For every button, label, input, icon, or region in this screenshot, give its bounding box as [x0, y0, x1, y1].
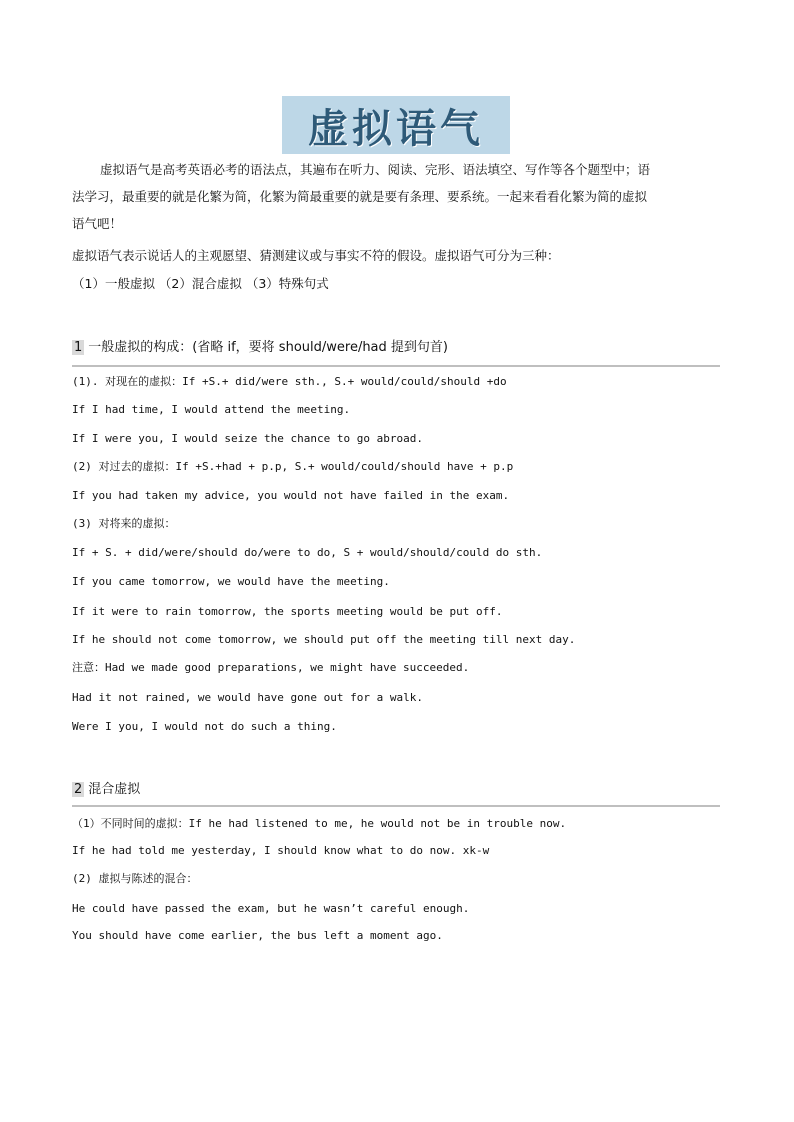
- intro-paragraph-2: 虚拟语气表示说话人的主观愿望、猜测建议或与事实不符的假设。虚拟语气可分为三种：: [72, 248, 560, 263]
- s2-line: (2) 虚拟与陈述的混合：: [72, 872, 198, 885]
- s1-line: If I were you, I would seize the chance to go abroad.: [72, 432, 423, 445]
- s2-line: He could have passed the exam, but he wasn’t careful enough.: [72, 902, 470, 915]
- intro-paragraph-3: （1）一般虚拟 （2）混合虚拟 （3）特殊句式: [72, 276, 329, 291]
- section2-divider: [72, 805, 720, 807]
- s1-line: (1). 对现在的虚拟：If +S.+ did/were sth., S.+ would/could/should +do: [72, 375, 507, 388]
- section2-number: 2: [74, 782, 83, 797]
- s2-line: （1）不同时间的虚拟：If he had listened to me, he would not be in trouble now.: [72, 817, 567, 830]
- s2-line: You should have come earlier, the bus left a moment ago.: [72, 929, 443, 942]
- section2-heading-text: 混合虚拟: [88, 782, 141, 797]
- s1-line: (3) 对将来的虚拟：: [72, 517, 176, 530]
- s1-line: If he should not come tomorrow, we should put off the meeting till next day.: [72, 633, 576, 646]
- s1-line: (2) 对过去的虚拟：If +S.+had + p.p, S.+ would/could/should have + p.p: [72, 460, 514, 473]
- section1-heading: [72, 339, 448, 357]
- s1-line: Had it not rained, we would have gone out for a walk.: [72, 691, 423, 704]
- s1-line: If I had time, I would attend the meeting.: [72, 403, 351, 416]
- s1-line: If you came tomorrow, we would have the meeting.: [72, 575, 390, 588]
- s1-line: If it were to rain tomorrow, the sports meeting would be put off.: [72, 605, 503, 618]
- section1-divider: [72, 365, 720, 367]
- s1-line: If you had taken my advice, you would not have failed in the exam.: [72, 489, 510, 502]
- s2-line: If he had told me yesterday, I should know what to do now. xk-w: [72, 844, 490, 857]
- intro-line-2: 法学习，最重要的就是化繁为简，化繁为简最重要的就是要有条理、要系统。一起来看看化繁为简的虚拟: [72, 189, 648, 204]
- section2-heading: [72, 781, 140, 799]
- intro-line-1: 虚拟语气是高考英语必考的语法点，其遍布在听力、阅读、完形、语法填空、写作等各个题型中；语: [100, 162, 651, 177]
- s1-line: 注意：Had we made good preparations, we might have succeeded.: [72, 661, 470, 674]
- page-title: 虚拟语气: [308, 104, 484, 152]
- title-banner: [282, 96, 510, 154]
- intro-line-3: 语气吧！: [72, 216, 123, 231]
- s1-line: If + S. + did/were/should do/were to do, S + would/should/could do sth.: [72, 546, 543, 559]
- s1-line: Were I you, I would not do such a thing.: [72, 720, 337, 733]
- section1-number: 1: [74, 340, 83, 355]
- section1-heading-text: 一般虚拟的构成：(省略 if，要将 should/were/had 提到句首): [88, 340, 448, 355]
